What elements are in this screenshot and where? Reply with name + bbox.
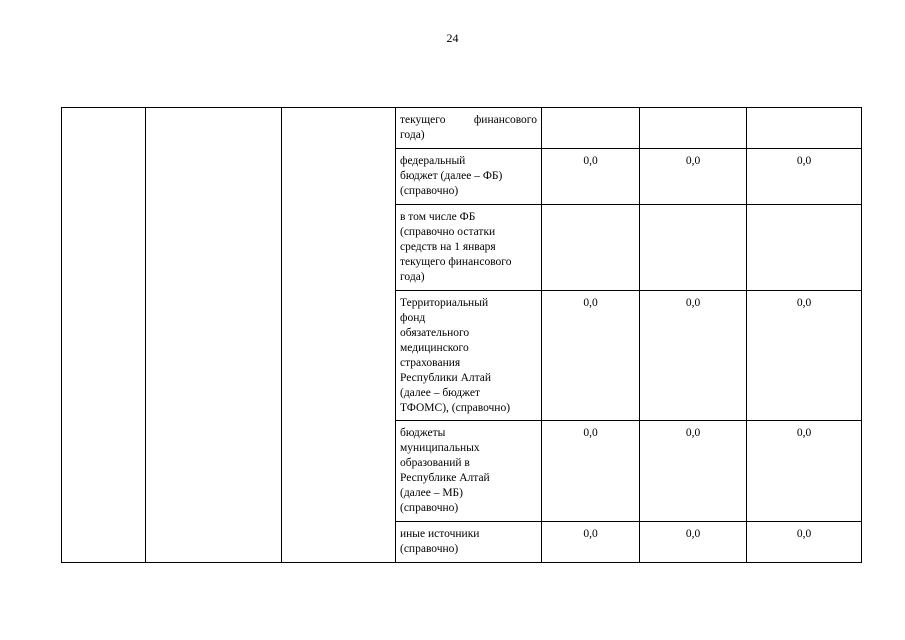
value-cell: 0,0: [542, 291, 640, 421]
funding-source-label: Территориальный фонд обязательного медицинского страхования Республики Алтай (далее – бюджет ТФОМС), (справочно): [396, 291, 542, 421]
funding-source-label: текущего финансового года): [396, 108, 542, 149]
value-cell: [640, 108, 747, 149]
value-cell: 0,0: [640, 522, 747, 563]
value-cell: 0,0: [747, 522, 862, 563]
value-cell: [542, 205, 640, 291]
value-cell: [747, 205, 862, 291]
value-cell: 0,0: [747, 291, 862, 421]
value-cell: [747, 108, 862, 149]
empty-column-3: [282, 108, 396, 563]
value-cell: 0,0: [542, 421, 640, 522]
value-cell: 0,0: [640, 149, 747, 205]
value-cell: 0,0: [747, 149, 862, 205]
value-cell: 0,0: [542, 149, 640, 205]
empty-column-2: [146, 108, 282, 563]
value-cell: 0,0: [640, 421, 747, 522]
empty-column-1: [62, 108, 146, 563]
page-number: 24: [446, 31, 459, 45]
table-row: [62, 108, 862, 149]
funding-source-label: иные источники (справочно): [396, 522, 542, 563]
value-cell: [640, 205, 747, 291]
funding-source-label: бюджеты муниципальных образований в Республике Алтай (далее – МБ) (справочно): [396, 421, 542, 522]
funding-source-label: федеральный бюджет (далее – ФБ) (справочно): [396, 149, 542, 205]
value-cell: 0,0: [640, 291, 747, 421]
value-cell: [542, 108, 640, 149]
budget-table: [61, 107, 862, 563]
value-cell: 0,0: [542, 522, 640, 563]
funding-source-label: в том числе ФБ (справочно остатки средств на 1 января текущего финансового года): [396, 205, 542, 291]
value-cell: 0,0: [747, 421, 862, 522]
